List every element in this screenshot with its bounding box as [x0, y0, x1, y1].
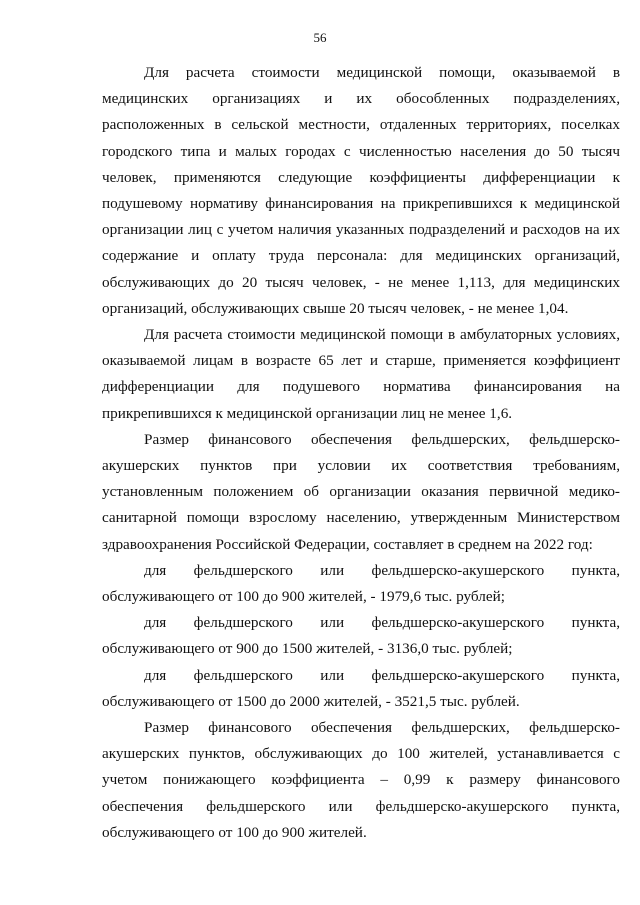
paragraph-elderly-coefficient: Для расчета стоимости медицинской помощи в амбулаторных условиях, оказываемой лицам в возрасте 65 лет и старше, применяется коэффициент дифференциации для подушевого норматива финансирования на прикрепившихся к медицинской организации лиц не менее 1,6. [102, 326, 620, 422]
paragraph-fap-under-100: Размер финансового обеспечения фельдшерских, фельдшерско-акушерских пунктов, обслуживающих до 100 жителей, устанавливается с учетом понижающего коэффициента – 0,99 к размеру финансового обеспечения фельдшерского или фельдшерско-акушерского пункта, обслуживающего от 100 до 900 жителей. [102, 719, 620, 841]
paragraph-fap-funding-intro: Размер финансового обеспечения фельдшерских, фельдшерско-акушерских пунктов при условии их соответствия требованиям, установленным положением об организации оказания первичной медико-санитарной помощи взрослому населению, утвержденным Министерством здравоохранения Российской Федерации, составляет в среднем на 2022 год: [102, 430, 620, 553]
paragraph-rural-coefficients: Для расчета стоимости медицинской помощи, оказываемой в медицинских организациях и их обособленных подразделениях, расположенных в сельской местности, отдаленных территориях, поселках городского типа и малых городах с численностью населения до 50 тысяч человек, применяются следующие коэффициенты дифференциации к подушевому нормативу финансирования на прикрепившихся к медицинской организации лиц с учетом наличия указанных подразделений и расходов на их содержание и оплату труда персонала: для медицинских организаций, обслуживающих до 20 тысяч человек, - не менее 1,113, для медицинских организаций, обслуживающих свыше 20 тысяч человек, - не менее 1,04. [102, 64, 620, 317]
document-body [102, 60, 620, 846]
list-item-fap-100-900: для фельдшерского или фельдшерско-акушерского пункта, обслуживающего от 100 до 900 жителей, - 1979,6 тыс. рублей; [102, 561, 620, 606]
list-item-fap-1500-2000: для фельдшерского или фельдшерско-акушерского пункта, обслуживающего от 1500 до 2000 жителей, - 3521,5 тыс. рублей. [102, 666, 620, 710]
list-item-fap-900-1500: для фельдшерского или фельдшерско-акушерского пункта, обслуживающего от 900 до 1500 жителей, - 3136,0 тыс. рублей; [102, 614, 620, 658]
page-number: 56 [313, 30, 327, 45]
